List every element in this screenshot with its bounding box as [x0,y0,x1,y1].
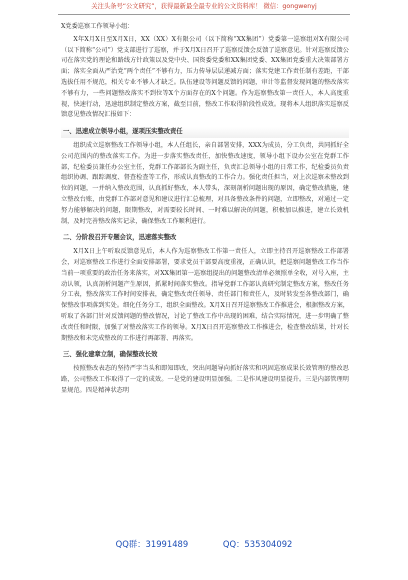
section-3-paragraph: 按照整改表态的坚持严字当头和即知即改，突出问题导向抓好落实和巩固巡察成果长效管理的整改思路，公司整改工作取得了一定的成效。一是党的建设明显加强。二是作风建设明显提升。三是内部管理明显规范。四是精神状态明 [61,365,349,394]
qq-group-text: QQ群：31991489 [115,539,189,549]
document-body [61,22,349,397]
section-2-paragraph: X月X日上午听取反馈意见后，本人作为巡察整改工作第一责任人，立即主持召开巡察整改工作部署会，对巡察整改工作进行全面安排部署，要求党员干部要高度重视，正确认识，把巡察问题整改工作当作当前一项重要的政治任务来落实，对XX集团第一巡察组提出的问题整改清单必须照单全收，对号入座，主动认领，认真剖析问题产生原因，抓紧时间落实整改。指导党群工作部认真研究制定整改方案，整改任务分工表，整改落实工作时间安排表，确定整改责任领导、责任部门和责任人，及时转发至各整改部门，确保整改事项落到实处。细化任务分工，组织全面整改。X月X日召开巡察整改工作推进会，根据整改方案，听取了各部门针对反馈问题的整改情况，讨论了整改工作中出现的困难，结合实际情况，进一步明确了整改责任和时限，加强了对整改落实工作的领导。X月X日召开巡察整改工作推进会，检查整改结果，针对长期整改和未完成整改的工作进行再部署、再落实。 [61,248,349,342]
section-heading-2: 二、分阶段召开专题会议，迅速落实整改 [63,234,177,242]
banner-text: 关注头条号“公文研究”，获得最新最全最专业的公文资料库！ 微信：gongwenyj [91,3,317,10]
top-banner [0,2,408,12]
salutation: X党委巡察工作领导小组： [61,23,134,30]
footer-contact [0,538,408,550]
header-divider [58,14,350,15]
section-heading-1: 一、迅速成立领导小组，逐项压实整改责任 [61,127,349,138]
qq-text: QQ：535304092 [222,539,293,549]
section-1-paragraph: 组织成立巡察整改工作领导小组，本人任组长，亲自部署安排，XXX为成员，分工负责，共同抓好全公司范围内的整改落实工作。为进一步落实整改责任，加快整改速度，领导小组下设办公室在党群工作部，纪检委员兼任办公室主任，党群工作部部长为副主任，负责汇总领导小组的日常工作，纪检委员负责组织协调、跟踪调度、督查检查等工作，形成认真整改的工作合力。强化责任担当，对上次巡察未整改到位的问题，一并纳入整改范围，认真抓好整改，本人带头，深刻剖析问题出现的原因，确定整改措施，建立整改台账，由党群工作部对意见和建议进行汇总梳理，对具备整改条件的问题，立即整改，对通过一定努力能够解决的问题，限期整改，对需要较长时间、一时难以解决的问题，积极加以推进，建立长效机制，及时完善整改落实记录，确保整改工作顺利进行。 [61,141,349,225]
section-heading-3: 三、强化建章立制，确保整改长效 [63,351,158,359]
intro-paragraph: X年X月X日至X月X日，XX（XX）X有限公司（以下简称“XX集团”）党委第一巡察组对X有限公司（以下简称“公司”）党支部进行了巡察，并于X月X日召开了巡察反馈会反馈了巡察意见。针对巡察反馈公司在落实党的理论和路线方针政策以及党中央、国资委党委和XX集团党委、XX集团党委重大决策部署方面；落实全面从严治党“两个责任”不够有力，压力传导层层递减方面；落实党建工作责任制有差距，干部选拔任用不规范，相关专业不够人才缺乏。队伍建设等问题反馈的问题，审计等监督发现问题的整改落实不够有力，一些问题整改落实不到位等X个方面存在的X个问题。作为巡察整改第一责任人，本人高度重视，快速行动，迅速组织制定整改方案，截至目前，整改工作取得阶段性成效。现将本人组织落实巡察反馈意见整改情况汇报如下： [61,35,349,119]
